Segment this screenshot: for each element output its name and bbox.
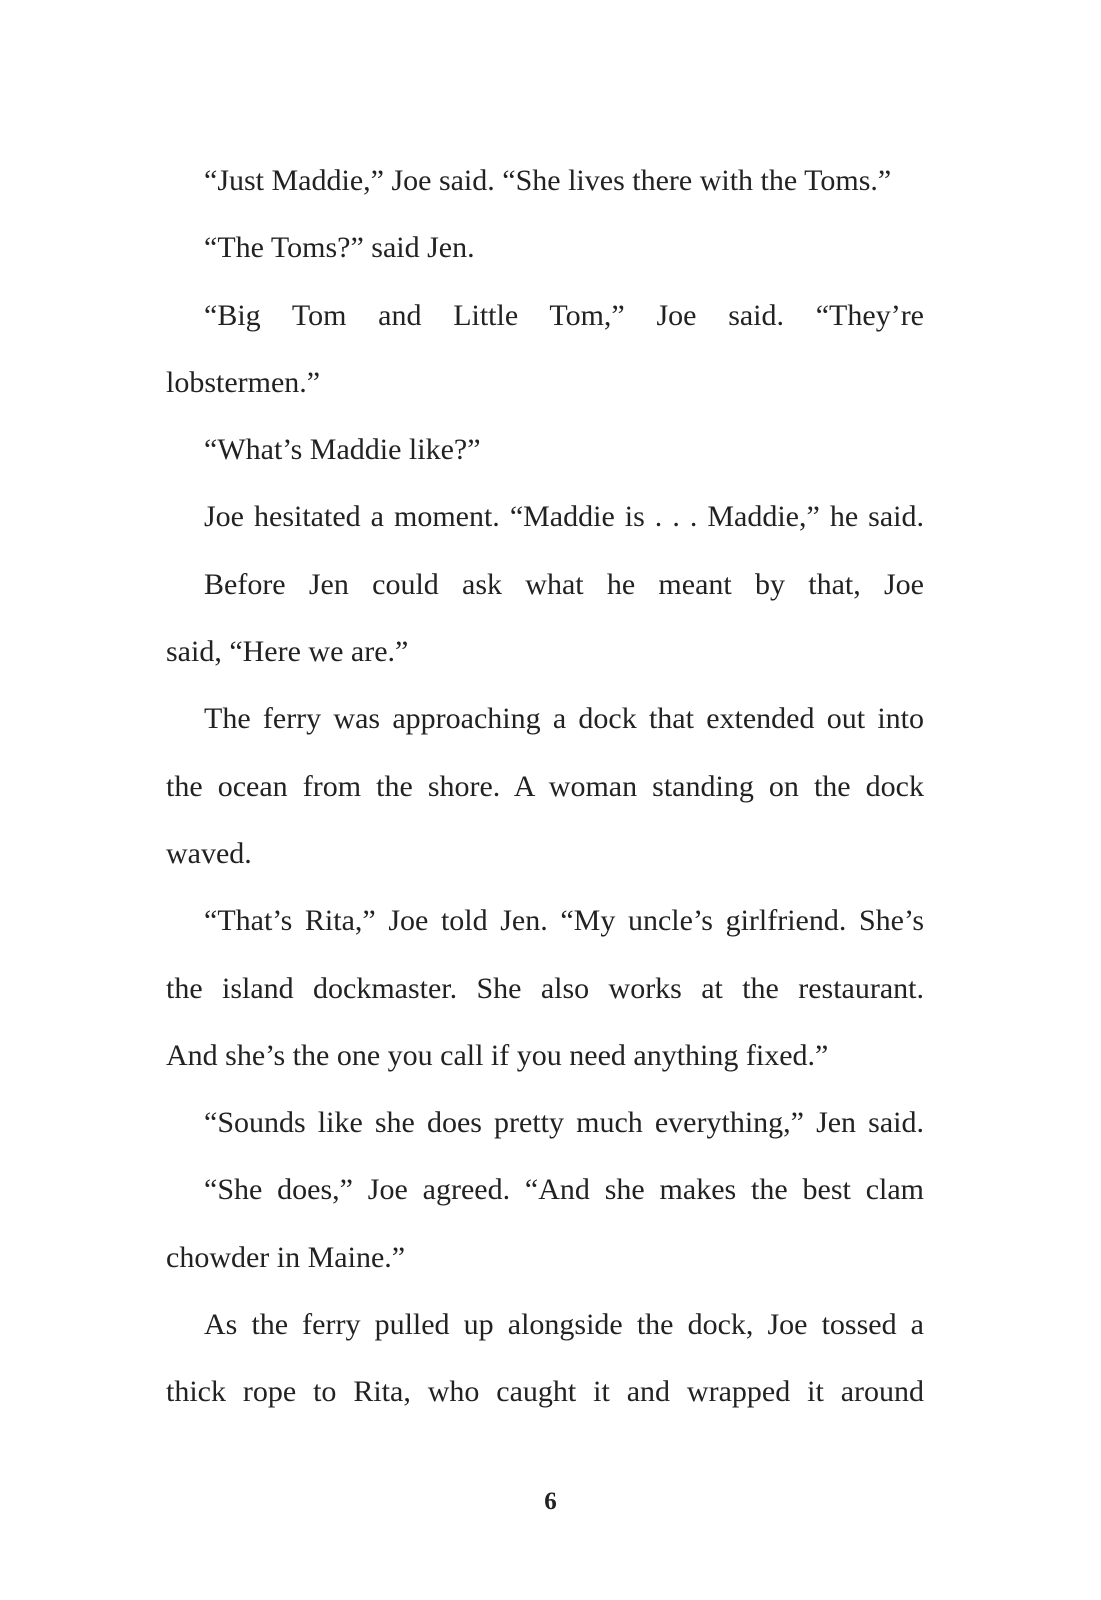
- text-line: “Just Maddie,” Joe said. “She lives there with the Toms.”: [204, 164, 892, 197]
- text-line: lobstermen.”: [166, 365, 321, 399]
- text-line: “What’s Maddie like?”: [204, 433, 481, 467]
- text-line: “The Toms?” said Jen.: [204, 231, 475, 265]
- body-text: [166, 151, 924, 1430]
- text-line: the ocean from the shore. A woman standing on the dock: [166, 769, 924, 803]
- text-line: “She does,” Joe agreed. “And she makes the best clam: [204, 1173, 924, 1207]
- text-line: Before Jen could ask what he meant by that, Joe: [204, 567, 924, 601]
- text-line: said, “Here we are.”: [166, 635, 409, 669]
- text-line: the island dockmaster. She also works at the restaurant.: [166, 971, 924, 1005]
- text-line: chowder in Maine.”: [166, 1240, 406, 1274]
- text-line: And she’s the one you call if you need anything fixed.”: [166, 1038, 829, 1072]
- text-line: thick rope to Rita, who caught it and wrapped it around: [166, 1375, 924, 1409]
- page-number: 6: [544, 1488, 557, 1515]
- text-line: As the ferry pulled up alongside the dock, Joe tossed a: [204, 1308, 924, 1342]
- text-line: The ferry was approaching a dock that extended out into: [204, 702, 924, 736]
- text-line: “Big Tom and Little Tom,” Joe said. “They’re: [204, 298, 924, 332]
- text-line: “Sounds like she does pretty much everything,” Jen said.: [204, 1106, 924, 1140]
- text-line: “That’s Rita,” Joe told Jen. “My uncle’s girlfriend. She’s: [204, 904, 924, 938]
- text-line: Joe hesitated a moment. “Maddie is . . . Maddie,” he said.: [204, 500, 924, 534]
- text-line: waved.: [166, 836, 252, 870]
